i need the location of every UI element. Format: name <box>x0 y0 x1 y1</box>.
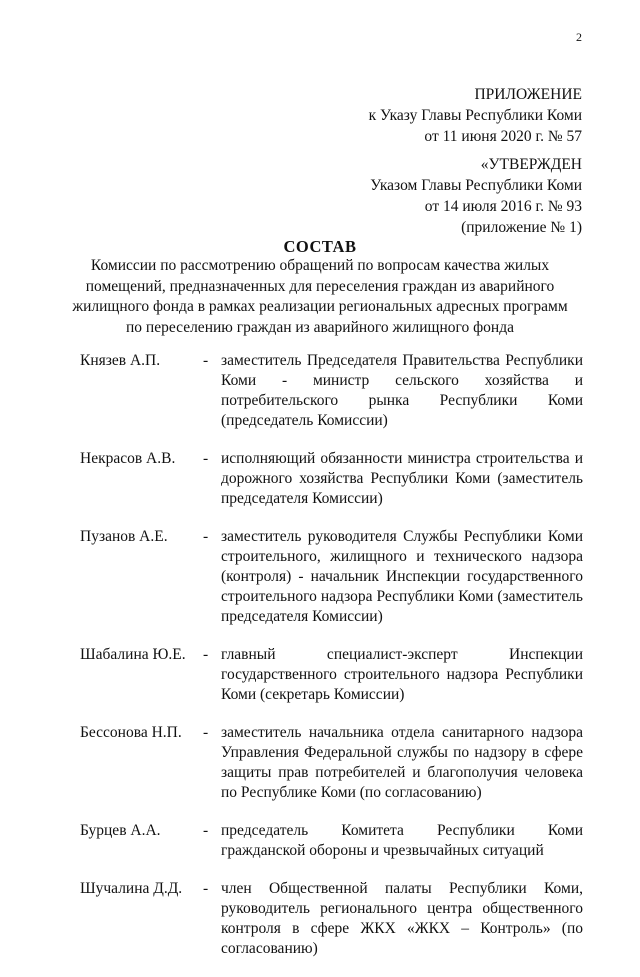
subtitle-line: помещений, предназначенных для переселения граждан из аварийного <box>85 277 555 295</box>
document-subtitle <box>70 256 570 338</box>
approval-appendix-ref: (приложение № 1) <box>461 219 582 236</box>
member-name: Шучалина Д.Д. <box>80 880 183 897</box>
member-dash: - <box>203 822 209 839</box>
approval-decree: Указом Главы Республики Коми <box>370 177 582 194</box>
approval-label: «УТВЕРЖДЕН <box>480 156 582 173</box>
member-entry <box>0 645 640 705</box>
member-name: Бессонова Н.П. <box>80 724 182 741</box>
member-dash: - <box>203 352 209 369</box>
member-dash: - <box>203 450 209 467</box>
member-name: Некрасов А.В. <box>80 450 176 467</box>
subtitle-line: жилищного фонда в рамках реализации региональных адресных программ <box>72 298 568 315</box>
member-entry <box>0 723 640 803</box>
member-role: заместитель руководителя Службы Республики Коми строительного, жилищного и технического надзора (контроля) - начальник Инспекции государственного строительного надзора Республики Коми (заместитель председателя Комиссии) <box>221 528 583 625</box>
member-dash: - <box>203 880 209 897</box>
page-number: 2 <box>576 30 582 44</box>
member-role: член Общественной палаты Республики Коми, руководитель регионального центра общественного контроля в сфере ЖКХ «ЖКХ – Контроль» (по согласованию) <box>221 880 583 957</box>
member-name: Шабалина Ю.Е. <box>80 646 186 663</box>
member-role: председатель Комитета Республики Коми гражданской обороны и чрезвычайных ситуаций <box>221 822 583 859</box>
subtitle-line: Комиссии по рассмотрению обращений по вопросам качества жилых <box>90 257 550 274</box>
member-entry <box>0 527 640 627</box>
member-entry <box>0 449 640 509</box>
member-dash: - <box>203 528 209 545</box>
member-role: заместитель начальника отдела санитарного надзора Управления Федеральной службы по надзору в сфере защиты прав потребителей и благополучия человека по Республике Коми (по согласованию) <box>221 724 583 801</box>
member-entry <box>0 821 640 861</box>
member-dash: - <box>203 724 209 741</box>
member-name: Пузанов А.Е. <box>80 528 168 545</box>
appendix-date: от 11 июня 2020 г. № 57 <box>424 128 582 145</box>
subtitle-line: по переселению граждан из аварийного жилищного фонда <box>126 318 514 336</box>
member-entry <box>0 351 640 431</box>
appendix-decree: к Указу Главы Республики Коми <box>368 107 582 124</box>
member-role: исполняющий обязанности министра строительства и дорожного хозяйства Республики Коми (заместитель председателя Комиссии) <box>221 450 583 507</box>
approval-date: от 14 июля 2016 г. № 93 <box>424 198 582 215</box>
document-title: СОСТАВ <box>283 237 357 256</box>
appendix-heading <box>369 84 582 147</box>
member-name: Бурцев А.А. <box>80 822 161 839</box>
appendix-label: ПРИЛОЖЕНИЕ <box>474 86 582 103</box>
approval-heading <box>370 154 582 238</box>
commission-members-list <box>0 351 640 977</box>
member-entry <box>0 879 640 959</box>
member-name: Князев А.П. <box>80 352 161 369</box>
member-role: главный специалист-эксперт Инспекции государственного строительного надзора Республики Коми (секретарь Комиссии) <box>221 646 583 703</box>
member-dash: - <box>203 646 209 663</box>
member-role: заместитель Председателя Правительства Республики Коми - министр сельского хозяйства и потребительского рынка Республики Коми (председатель Комиссии) <box>221 352 583 429</box>
